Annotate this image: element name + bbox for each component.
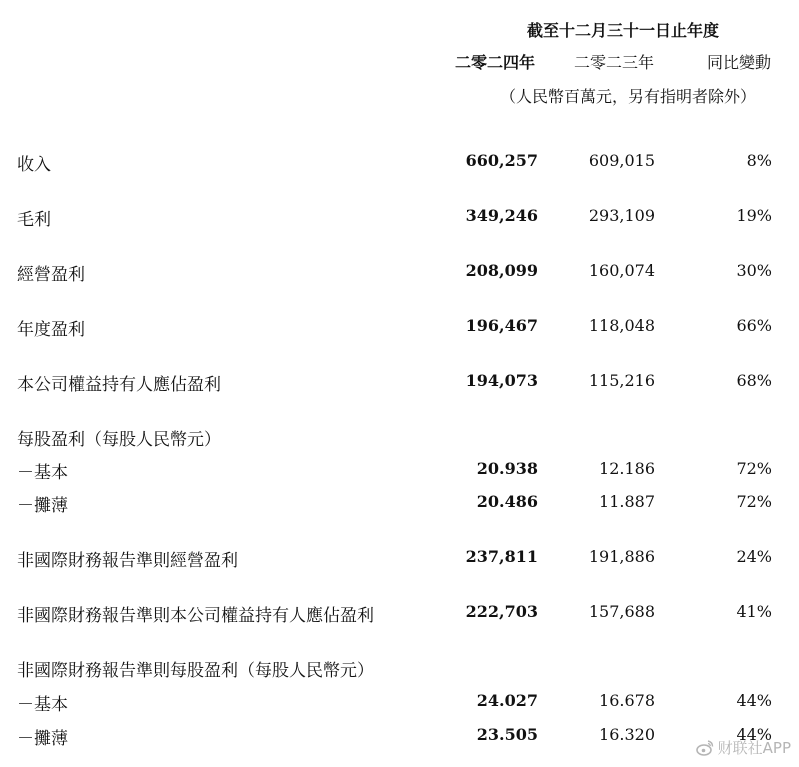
value-2023: 191,886 (588, 547, 655, 566)
value-2023: 12.186 (599, 459, 655, 478)
value-2024: 222,703 (465, 602, 538, 621)
value-2023: 115,216 (588, 371, 655, 390)
value-2023: 157,688 (588, 602, 655, 621)
value-2024: 23.505 (476, 725, 538, 744)
row-label: 年度盈利 (17, 320, 85, 340)
row-label: －基本 (17, 695, 68, 715)
section-label: 每股盈利（每股人民幣元） (17, 430, 221, 450)
watermark (696, 737, 791, 758)
row-label: 收入 (17, 155, 51, 175)
value-2024: 24.027 (476, 691, 538, 710)
value-2023: 609,015 (588, 151, 655, 170)
yoy-change: 66% (736, 316, 772, 335)
value-2023: 160,074 (588, 261, 655, 280)
yoy-change: 72% (736, 459, 772, 478)
row-label: 非國際財務報告準則本公司權益持有人應佔盈利 (17, 606, 374, 626)
yoy-change: 44% (736, 691, 772, 710)
value-2023: 118,048 (588, 316, 655, 335)
value-2023: 11.887 (599, 492, 655, 511)
value-2024: 194,073 (465, 371, 538, 390)
row-label: 本公司權益持有人應佔盈利 (17, 375, 221, 395)
yoy-change: 30% (736, 261, 772, 280)
yoy-change: 19% (736, 206, 772, 225)
section-label: 非國際財務報告準則每股盈利（每股人民幣元） (17, 661, 374, 681)
value-2023: 293,109 (588, 206, 655, 225)
value-2023: 16.678 (599, 691, 655, 710)
row-label: －攤薄 (17, 496, 68, 516)
period-title: 截至十二月三十一日止年度 (527, 21, 720, 40)
yoy-change: 41% (736, 602, 772, 621)
column-header-change: 同比變動 (707, 53, 772, 72)
watermark-text: 财联社APP (717, 739, 791, 757)
column-header-2023: 二零二三年 (574, 53, 655, 72)
column-header-2024: 二零二四年 (455, 53, 536, 72)
value-2023: 16.320 (599, 725, 655, 744)
value-2024: 20.486 (476, 492, 538, 511)
row-label: －攤薄 (17, 729, 68, 749)
weibo-icon (696, 739, 714, 757)
row-label: 非國際財務報告準則經營盈利 (17, 551, 238, 571)
value-2024: 196,467 (465, 316, 538, 335)
yoy-change: 68% (736, 371, 772, 390)
value-2024: 237,811 (465, 547, 538, 566)
value-2024: 660,257 (465, 151, 538, 170)
yoy-change: 24% (736, 547, 772, 566)
unit-note: （人民幣百萬元，另有指明者除外） (500, 87, 757, 106)
yoy-change: 72% (736, 492, 772, 511)
yoy-change: 44% (736, 725, 772, 744)
value-2024: 208,099 (465, 261, 538, 280)
value-2024: 349,246 (465, 206, 538, 225)
row-label: 經營盈利 (17, 265, 85, 285)
row-label: －基本 (17, 463, 68, 483)
yoy-change: 8% (746, 151, 772, 170)
row-label: 毛利 (17, 210, 51, 230)
value-2024: 20.938 (476, 459, 538, 478)
